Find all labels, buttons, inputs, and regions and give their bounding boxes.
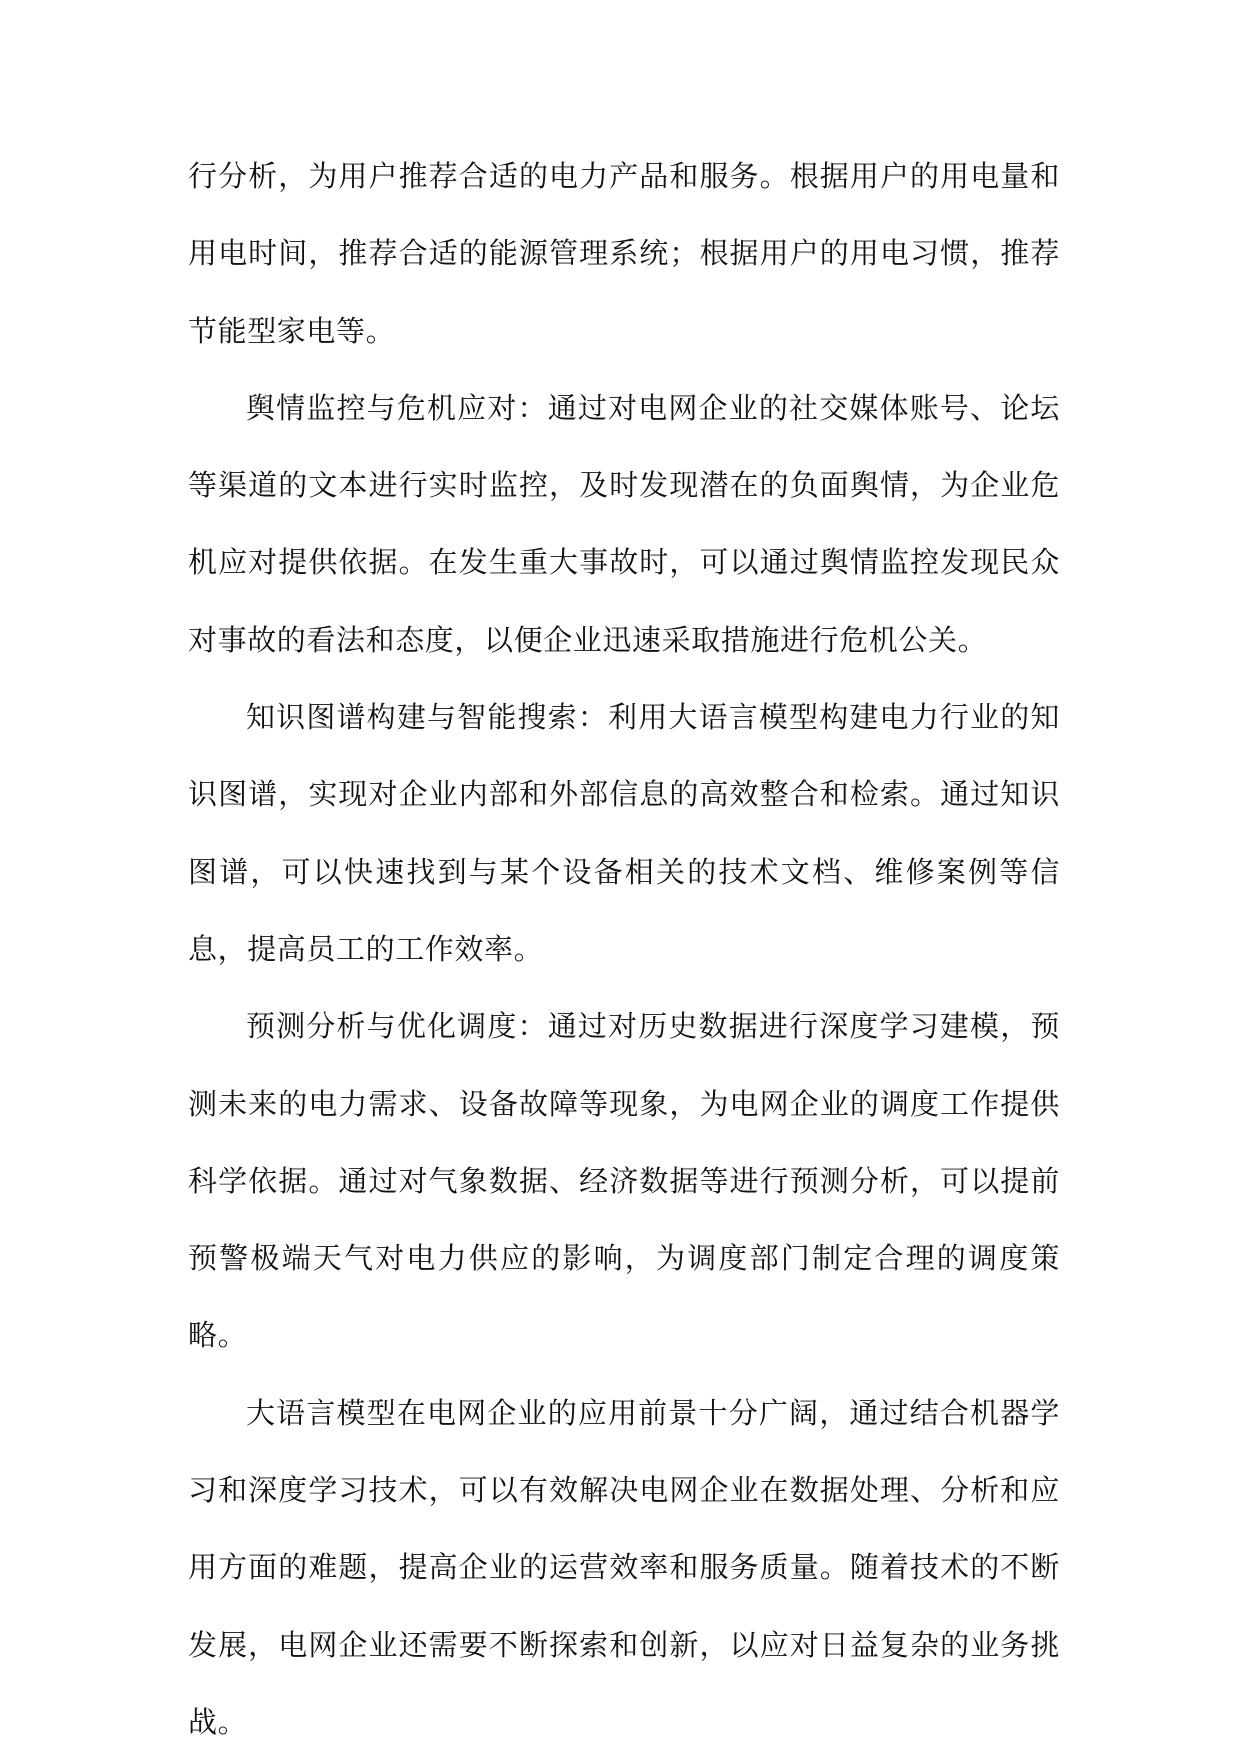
paragraph-sentiment-monitoring: 舆情监控与危机应对：通过对电网企业的社交媒体账号、论坛等渠道的文本进行实时监控，及时发现潜在的负面舆情，为企业危机应对提供依据。在发生重大事故时，可以通过舆情监控发现民众对事故的看法和态度，以便企业迅速采取措施进行危机公关。 [188, 390, 1060, 657]
paragraph-forecast-dispatch: 预测分析与优化调度：通过对历史数据进行深度学习建模，预测未来的电力需求、设备故障等现象，为电网企业的调度工作提供科学依据。通过对气象数据、经济数据等进行预测分析，可以提前预警极端天气对电力供应的影响，为调度部门制定合理的调度策略。 [188, 1009, 1060, 1353]
paragraph-knowledge-graph: 知识图谱构建与智能搜索：利用大语言模型构建电力行业的知识图谱，实现对企业内部和外部信息的高效整合和检索。通过知识图谱，可以快速找到与某个设备相关的技术文档、维修案例等信息，提高员工的工作效率。 [188, 700, 1060, 966]
document-body [188, 138, 1060, 1761]
paragraph-continuation: 行分析，为用户推荐合适的电力产品和服务。根据用户的用电量和用电时间，推荐合适的能源管理系统；根据用户的用电习惯，推荐节能型家电等。 [188, 159, 1060, 348]
paragraph-conclusion: 大语言模型在电网企业的应用前景十分广阔，通过结合机器学习和深度学习技术，可以有效解决电网企业在数据处理、分析和应用方面的难题，提高企业的运营效率和服务质量。随着技术的不断发展，电网企业还需要不断探索和创新，以应对日益复杂的业务挑战。 [188, 1395, 1060, 1739]
